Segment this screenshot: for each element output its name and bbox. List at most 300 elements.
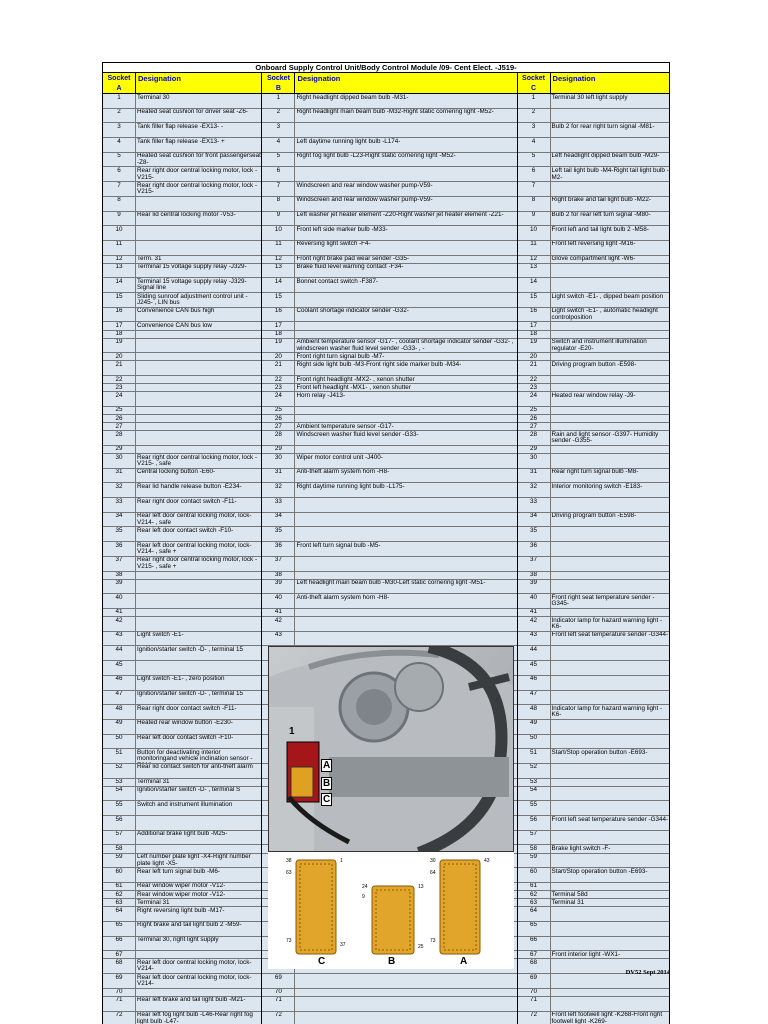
- designation-cell: Terminal 31: [137, 778, 170, 786]
- designation-cell: [136, 572, 261, 579]
- socket-number: 40: [262, 594, 295, 608]
- designation-cell: [551, 691, 669, 705]
- table-row: [103, 483, 261, 498]
- table-row: [262, 542, 516, 557]
- socket-number: 65: [103, 922, 136, 936]
- table-row: [103, 407, 261, 415]
- designation-c-header: Designation: [552, 74, 596, 83]
- socket-number: 4: [262, 138, 295, 152]
- table-row: [103, 854, 261, 869]
- table-row: [518, 922, 669, 937]
- socket-number: 41: [103, 609, 136, 616]
- socket-number: 51: [518, 749, 551, 763]
- designation-cell: Brake light switch -F-: [551, 845, 611, 852]
- designation-cell: Tank filler flap release -EX13- -: [137, 123, 224, 130]
- socket-number: 30: [518, 454, 551, 468]
- designation-cell: Rear left door contact switch -F10-: [137, 527, 234, 534]
- designation-cell: [295, 322, 516, 329]
- socket-number: 14: [262, 278, 295, 292]
- designation-cell: Terminal 30, right light supply: [137, 936, 219, 944]
- designation-cell: [551, 182, 669, 196]
- table-row: [103, 376, 261, 384]
- designation-cell: [295, 446, 516, 453]
- socket-number: 68: [103, 959, 136, 973]
- socket-number: 24: [103, 392, 136, 406]
- table-row: [262, 454, 516, 469]
- table-row: [262, 123, 516, 138]
- socket-number: 5: [262, 153, 295, 167]
- socket-number: 61: [518, 883, 551, 890]
- designation-cell: [136, 407, 261, 414]
- designation-cell: [551, 831, 669, 845]
- socket-number: 11: [262, 241, 295, 255]
- table-row: [103, 735, 261, 750]
- designation-cell: [136, 431, 261, 445]
- socket-c-section: [518, 73, 669, 1024]
- socket-number: 62: [103, 891, 136, 898]
- table-row: [518, 94, 669, 109]
- table-row: [262, 331, 516, 339]
- table-row: [518, 617, 669, 632]
- table-row: [262, 322, 516, 330]
- socket-number: 1: [518, 94, 551, 108]
- socket-number: 45: [103, 661, 136, 675]
- socket-number: 35: [262, 527, 295, 541]
- designation-cell: Bulb 2 for rear right turn signal -M81-: [551, 123, 655, 130]
- table-row: [103, 167, 261, 182]
- designation-cell: [136, 376, 261, 383]
- table-row: [103, 384, 261, 392]
- table-row: [103, 831, 261, 846]
- socket-number: 8: [103, 197, 136, 211]
- designation-cell: [136, 446, 261, 453]
- table-row: [103, 787, 261, 802]
- designation-cell: Rear left door contact switch -F10-: [137, 734, 234, 742]
- socket-number: 29: [103, 446, 136, 453]
- socket-number: 58: [103, 845, 136, 852]
- table-row: [518, 322, 669, 330]
- designation-cell: Right headlight dipped beam bulb -M31-: [296, 94, 409, 101]
- designation-cell: Ignition/starter switch -D- , terminal S: [137, 786, 241, 794]
- socket-number: 28: [103, 431, 136, 445]
- designation-cell: [551, 937, 669, 951]
- table-row: [518, 764, 669, 779]
- designation-cell: Left tail light bulb -M4-Right tail light bulb -M2-: [551, 167, 669, 181]
- socket-c-header: [518, 73, 669, 94]
- table-row: [262, 241, 516, 256]
- designation-cell: Terminal 15 voltage supply relay -J329-Signal line: [137, 278, 247, 292]
- designation-cell: Rear window wiper motor -V12-: [137, 891, 226, 898]
- socket-number: 11: [518, 241, 551, 255]
- photo-label-1: 1: [289, 726, 295, 737]
- table-row: [518, 845, 669, 853]
- table-row: [262, 974, 516, 989]
- socket-number: 43: [103, 632, 136, 646]
- socket-number: 32: [518, 483, 551, 497]
- socket-number: 66: [518, 937, 551, 951]
- table-row: [518, 376, 669, 384]
- socket-number: 52: [103, 764, 136, 778]
- table-row: [518, 167, 669, 182]
- socket-number: 26: [262, 415, 295, 422]
- designation-cell: [136, 580, 261, 594]
- designation-cell: Indicator lamp for hazard warning light -K6-: [551, 617, 663, 631]
- table-row: [103, 922, 261, 937]
- table-row: [262, 415, 516, 423]
- designation-cell: [551, 542, 669, 556]
- socket-number: 14: [103, 278, 136, 292]
- socket-number: 57: [518, 831, 551, 845]
- designation-cell: Light switch -E1- , dipped beam position: [551, 293, 664, 300]
- table-row: [262, 153, 516, 168]
- designation-cell: [551, 527, 669, 541]
- table-row: [518, 989, 669, 997]
- designation-cell: [295, 527, 516, 541]
- socket-number: 17: [103, 322, 136, 329]
- designation-cell: Rear right turn signal bulb -M8-: [551, 468, 639, 476]
- socket-number: 41: [262, 609, 295, 616]
- designation-cell: Rear left door central locking motor, lock-V214- , safe +: [137, 542, 252, 556]
- table-row: [262, 997, 516, 1012]
- socket-number: 23: [103, 384, 136, 391]
- pin-label: 25: [418, 944, 424, 950]
- designation-cell: [136, 617, 261, 631]
- table-row: [518, 801, 669, 816]
- table-row: [103, 153, 261, 168]
- designation-cell: Rear right door contact switch -F11-: [137, 498, 237, 505]
- designation-cell: Front left seat temperature sender -G344-: [551, 816, 669, 823]
- socket-number: 33: [103, 498, 136, 512]
- socket-number: 2: [262, 109, 295, 123]
- table-row: [518, 705, 669, 720]
- table-row: [103, 646, 261, 661]
- designation-cell: Start/Stop operation button -E693-: [551, 749, 648, 756]
- designation-cell: Rear left door central locking motor, lock-V214- , safe: [137, 512, 252, 526]
- socket-number: 24: [262, 392, 295, 406]
- table-row: [103, 197, 261, 212]
- socket-number: 34: [262, 513, 295, 527]
- table-row: [103, 572, 261, 580]
- designation-cell: [136, 423, 261, 430]
- designation-cell: [136, 816, 261, 830]
- designation-cell: Anti-theft alarm system horn -H8-: [296, 468, 390, 476]
- designation-cell: [295, 609, 516, 616]
- table-row: [518, 513, 669, 528]
- socket-number: 72: [262, 1012, 295, 1024]
- designation-cell: [136, 241, 261, 255]
- table-row: [103, 974, 261, 989]
- table-row: [262, 423, 516, 431]
- table-row: [103, 989, 261, 997]
- table-row: [262, 226, 516, 241]
- socket-number: 69: [103, 974, 136, 988]
- table-row: [518, 661, 669, 676]
- table-row: [518, 594, 669, 609]
- designation-cell: [295, 989, 516, 996]
- socket-number: 22: [103, 376, 136, 383]
- socket-number: 3: [103, 123, 136, 137]
- socket-number: 39: [518, 580, 551, 594]
- table-row: [518, 483, 669, 498]
- socket-number: 18: [103, 331, 136, 338]
- table-row: [103, 542, 261, 557]
- table-row: [103, 431, 261, 446]
- table-row: [103, 182, 261, 197]
- socket-number: 43: [262, 632, 295, 646]
- table-row: [103, 883, 261, 891]
- socket-number: 22: [518, 376, 551, 383]
- table-row: [518, 469, 669, 484]
- table-row: [518, 749, 669, 764]
- designation-cell: [295, 974, 516, 988]
- table-row: [518, 883, 669, 891]
- designation-cell: Right reversing light bulb -M17-: [137, 907, 225, 914]
- pin-label: 64: [430, 870, 436, 876]
- table-row: [262, 594, 516, 609]
- socket-number: 31: [103, 469, 136, 483]
- designation-cell: Right brake and tail light bulb -M22-: [551, 196, 651, 204]
- socket-number: 47: [518, 691, 551, 705]
- socket-number: 1: [103, 94, 136, 108]
- designation-cell: [295, 407, 516, 414]
- socket-number: 62: [518, 891, 551, 898]
- socket-number: 66: [103, 937, 136, 951]
- socket-number: 1: [262, 94, 295, 108]
- socket-number: 3: [262, 123, 295, 137]
- table-row: [103, 423, 261, 431]
- socket-number: 23: [262, 384, 295, 391]
- designation-cell: Right headlight main beam bulb -M32-Right static cornering light -M52-: [296, 108, 494, 116]
- table-row: [518, 226, 669, 241]
- table-row: [518, 854, 669, 869]
- table-row: [103, 138, 261, 153]
- designation-cell: [551, 454, 669, 468]
- socket-number: 17: [262, 322, 295, 329]
- table-row: [262, 483, 516, 498]
- socket-number: 39: [103, 580, 136, 594]
- designation-cell: [136, 609, 261, 616]
- table-row: [103, 907, 261, 922]
- pin-label: 43: [484, 858, 490, 864]
- designation-cell: [551, 997, 669, 1011]
- table-row: [518, 779, 669, 787]
- socket-number: 6: [518, 167, 551, 181]
- designation-cell: Button for deactivating interior monitoringand vehicle inclination sensor -: [137, 749, 253, 763]
- socket-number: 13: [103, 264, 136, 278]
- socket-number: 60: [103, 868, 136, 882]
- table-row: [518, 720, 669, 735]
- designation-cell: [551, 989, 669, 996]
- designation-cell: [295, 632, 516, 646]
- designation-cell: [295, 167, 516, 181]
- socket-number: 64: [518, 907, 551, 921]
- designation-a-header: Designation: [138, 74, 181, 83]
- socket-number: 42: [103, 617, 136, 631]
- designation-cell: [295, 123, 516, 137]
- table-row: [103, 226, 261, 241]
- socket-number: 67: [518, 951, 551, 958]
- socket-number: 22: [262, 376, 295, 383]
- photo-label-b: B: [323, 778, 331, 789]
- socket-number: 35: [103, 527, 136, 541]
- socket-number: 44: [103, 646, 136, 660]
- designation-cell: Bonnet contact switch -F387-: [296, 278, 378, 285]
- socket-number: 18: [262, 331, 295, 338]
- socket-number: 28: [518, 431, 551, 445]
- socket-number: 16: [518, 308, 551, 322]
- socket-number: 56: [518, 816, 551, 830]
- table-row: [103, 513, 261, 528]
- socket-number: 12: [518, 256, 551, 263]
- socket-number: 70: [262, 989, 295, 996]
- designation-cell: Terminal 15 voltage supply relay -J329-: [137, 263, 247, 271]
- designation-cell: [136, 226, 261, 240]
- socket-number: 10: [262, 226, 295, 240]
- designation-cell: [551, 376, 669, 383]
- socket-number: 9: [518, 212, 551, 226]
- designation-cell: [136, 197, 261, 211]
- table-row: [518, 308, 669, 323]
- socket-number: 10: [518, 226, 551, 240]
- designation-cell: Front left footwell light -K268-Front right footwell light -K269-: [551, 1011, 663, 1024]
- designation-cell: Wiper motor control unit -J400-: [296, 454, 383, 461]
- socket-a-header: [103, 73, 261, 94]
- socket-number: 42: [262, 617, 295, 631]
- socket-number: 33: [518, 498, 551, 512]
- table-row: [518, 974, 669, 989]
- socket-number: 11: [103, 241, 136, 255]
- table-row: [103, 845, 261, 853]
- connector-illustration: [268, 852, 514, 969]
- table-row: [518, 392, 669, 407]
- designation-cell: Additional brake light bulb -M25-: [137, 830, 228, 838]
- designation-cell: Switch and instrument illumination regulator -E20-: [551, 338, 647, 352]
- designation-cell: Heated rear window button -E230-: [137, 719, 233, 727]
- designation-cell: Rear left turn signal bulb -M6-: [137, 868, 220, 875]
- socket-number: 58: [518, 845, 551, 852]
- socket-number: 20: [518, 353, 551, 360]
- socket-number: 72: [103, 1012, 136, 1024]
- designation-cell: [295, 572, 516, 579]
- table-row: [103, 868, 261, 883]
- socket-number: 4: [518, 138, 551, 152]
- designation-cell: Right side light bulb -M3-Front right side marker bulb -M34-: [296, 361, 462, 368]
- designation-cell: Interior monitoring switch -E183-: [551, 483, 643, 490]
- designation-cell: Windscreen and rear window washer pump-V59-: [296, 182, 433, 189]
- table-row: [262, 197, 516, 212]
- designation-cell: Right daytime running light bulb -L175-: [296, 483, 405, 490]
- socket-number: 39: [262, 580, 295, 594]
- socket-number: 69: [262, 974, 295, 988]
- table-row: [518, 407, 669, 415]
- table-row: [262, 580, 516, 595]
- socket-number: 35: [518, 527, 551, 541]
- table-row: [518, 446, 669, 454]
- table-row: [262, 572, 516, 580]
- designation-cell: Rear right door contact switch -F11-: [137, 705, 237, 712]
- designation-cell: Horn relay -J413-: [296, 392, 346, 399]
- socket-number: 3: [518, 123, 551, 137]
- table-row: [518, 646, 669, 661]
- designation-cell: [551, 787, 669, 801]
- table-row: [103, 241, 261, 256]
- table-row: [103, 959, 261, 974]
- socket-number: 28: [262, 431, 295, 445]
- table-row: [262, 431, 516, 446]
- table-row: [518, 787, 669, 802]
- designation-cell: Rear left brake and tail light bulb -M21-: [137, 996, 246, 1004]
- socket-number: 50: [103, 735, 136, 749]
- socket-number: 26: [518, 415, 551, 422]
- socket-number: 9: [262, 212, 295, 226]
- table-row: [518, 632, 669, 647]
- socket-number: 5: [103, 153, 136, 167]
- pin-label: 63: [286, 870, 292, 876]
- designation-cell: Tank filler flap release -EX13- +: [137, 138, 225, 145]
- designation-cell: [551, 922, 669, 936]
- table-row: [518, 899, 669, 907]
- designation-cell: Rear left fog light bulb -L46-Rear right fog light bulb -L47-: [137, 1011, 253, 1024]
- socket-number: 25: [262, 407, 295, 414]
- designation-cell: Indicator lamp for hazard warning light -K6-: [551, 705, 663, 719]
- table-row: [518, 937, 669, 952]
- table-row: [262, 212, 516, 227]
- table-row: [518, 527, 669, 542]
- designation-cell: [551, 353, 669, 360]
- table-row: [103, 308, 261, 323]
- table-row: [103, 361, 261, 376]
- designation-cell: Terminal 31: [551, 899, 585, 906]
- designation-cell: [551, 264, 669, 278]
- designation-cell: Heated rear window relay -J9-: [551, 392, 636, 399]
- table-row: [103, 1012, 261, 1024]
- designation-cell: Coolant shortage indicator sender -G32-: [296, 307, 409, 315]
- socket-number: 15: [518, 293, 551, 307]
- socket-number: 18: [518, 331, 551, 338]
- socket-number: 30: [103, 454, 136, 468]
- designation-cell: [551, 278, 669, 292]
- connector-label-a: A: [460, 956, 468, 967]
- table-row: [103, 816, 261, 831]
- designation-cell: [551, 423, 669, 430]
- table-row: [103, 676, 261, 691]
- table-row: [518, 361, 669, 376]
- socket-number: 38: [518, 572, 551, 579]
- designation-cell: Right fog light bulb -L23-Right static cornering light -M52-: [296, 152, 456, 160]
- table-row: [518, 997, 669, 1012]
- socket-number: 17: [518, 322, 551, 329]
- table-row: [518, 293, 669, 308]
- table-row: [518, 868, 669, 883]
- socket-number: 21: [262, 361, 295, 375]
- designation-cell: [551, 407, 669, 414]
- table-row: [103, 469, 261, 484]
- table-row: [518, 153, 669, 168]
- designation-cell: [551, 646, 669, 660]
- table-row: [518, 735, 669, 750]
- socket-number: 53: [518, 779, 551, 786]
- table-row: [262, 617, 516, 632]
- socket-number: 13: [262, 264, 295, 278]
- table-row: [518, 123, 669, 138]
- table-row: [518, 572, 669, 580]
- designation-cell: Right brake and tail light bulb 2 -M59-: [137, 921, 242, 929]
- socket-number: 31: [518, 469, 551, 483]
- pin-label: 13: [418, 884, 424, 890]
- designation-cell: Terminal 58d: [551, 891, 588, 898]
- socket-number: 20: [262, 353, 295, 360]
- socket-number: 33: [262, 498, 295, 512]
